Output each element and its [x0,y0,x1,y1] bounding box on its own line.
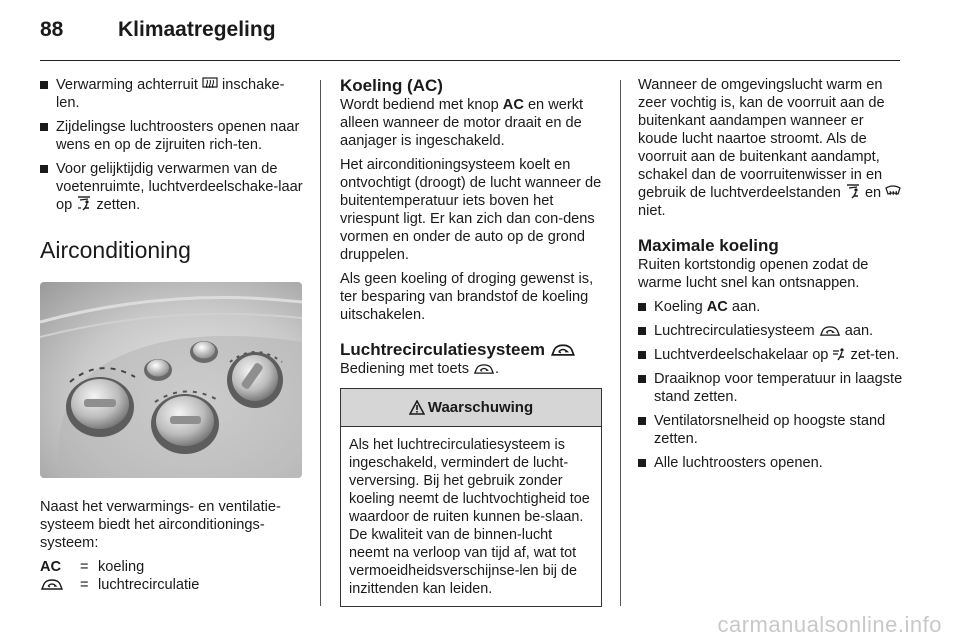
list-item: Verwarming achterruit inschake-len. [40,76,308,112]
legend-row: AC = koeling [40,559,145,575]
section-title: Airconditioning [40,237,191,263]
koeling-title: Koeling (AC) [340,76,443,95]
column-left [40,76,308,594]
bullet-square [638,351,646,359]
paragraph: Ruiten kortstondig openen zodat de warme lucht snel kan ontsnappen. [638,257,869,291]
bullet-square [638,303,646,311]
list-item: Luchtrecirculatiesysteem aan. [638,322,904,340]
column-right [638,76,904,478]
paragraph: Het airconditioningsysteem koelt en ontvochtigt (droogt) de lucht wanneer de buitentemperatuur iets boven het vriespunt ligt. Er kan zich dan con-dens vormen en onder de auto op de grond druppelen. [340,157,602,263]
warning-body: Als het luchtrecirculatiesysteem is ingeschakeld, vermindert de lucht-verversing. Bij het gebruik zonder koeling neemt de luchtvochtigheid toe waardoor de ruiten kunnen be-slaan. De kwaliteit van de binnen-lucht neemt na verloop van tijd af, wat tot vermoeidheidsverschijnse-len bij de inzittenden kan leiden. [349,437,590,597]
column-divider [620,80,621,606]
warning-box [340,388,602,607]
recirculation-icon [819,324,841,337]
legend-key: AC [40,559,62,575]
legend-value: luchtrecirculatie [98,577,200,593]
recirculation-icon [550,342,576,357]
warning-triangle-icon [409,400,425,415]
list-item: Draaiknop voor temperatuur in laagste stand zetten. [638,370,904,406]
column-middle [340,76,602,607]
paragraph: Bediening met toets . [340,361,500,377]
recirculation-icon [40,577,64,591]
chapter-title: Klimaatregeling [118,18,276,41]
bullet-square [40,123,48,131]
list-item: Luchtverdeelschakelaar op zet-ten. [638,346,904,364]
bullet-square [638,375,646,383]
recirculation-title: Luchtrecirculatiesysteem [340,340,602,360]
legend-row: = luchtrecirculatie [40,576,308,594]
bullet-list [40,76,308,214]
face-vent-icon [832,347,846,361]
list-item: Ventilatorsnelheid op hoogste stand zetten. [638,412,904,448]
bullet-list [638,298,904,472]
list-item: Koeling AC aan. [638,298,904,316]
max-cooling-title: Maximale koeling [638,236,779,255]
paragraph: Als geen koeling of droging gewenst is, ter besparing van brandstof de koeling uitschakelen. [340,271,594,323]
windscreen-feet-icon [845,184,861,199]
legend-key [40,576,80,594]
climate-control-panel-illustration [40,282,302,478]
climate-panel-drawing [40,282,302,478]
watermark: carmanualsonline.info [717,612,942,637]
legend-value: koeling [98,559,145,575]
bullet-square [638,459,646,467]
page-header [40,18,276,48]
paragraph: Wordt bediend met knop AC en werkt alleen wanneer de motor draait en de aanjager is ingeschakeld. [340,97,584,149]
windscreen-defrost-icon [885,185,901,199]
intro-text: Naast het verwarmings- en ventilatie-systeem biedt het airconditionings-systeem: [40,499,281,551]
page-number: 88 [40,18,64,41]
bullet-square [40,81,48,89]
seat-windscreen-feet-icon [76,196,92,211]
bullet-square [638,327,646,335]
list-item: Voor gelijktijdig verwarmen van de voetenruimte, luchtverdeelschake-laar op zetten. [40,160,308,214]
list-item: Alle luchtroosters openen. [638,454,904,472]
list-item: Zijdelingse luchtroosters openen naar wens en op de zijruiten rich-ten. [40,118,308,154]
rear-window-heat-icon [202,77,218,91]
bullet-square [638,417,646,425]
warning-title: Waarschuwing [427,398,534,416]
bullet-square [40,165,48,173]
warning-header [341,389,601,427]
header-divider [40,60,900,61]
paragraph: Wanneer de omgevingslucht warm en zeer vochtig is, kan de voorruit aan de buitenkant aandampen wanneer er koude lucht naartoe stroomt. Als de voorruit aan de buitenkant aandampt, schakel dan de voorruitenwisser in en gebruik de luchtverdeelstanden en niet. [638,76,904,220]
recirculation-icon [473,362,495,375]
column-divider [320,80,321,606]
